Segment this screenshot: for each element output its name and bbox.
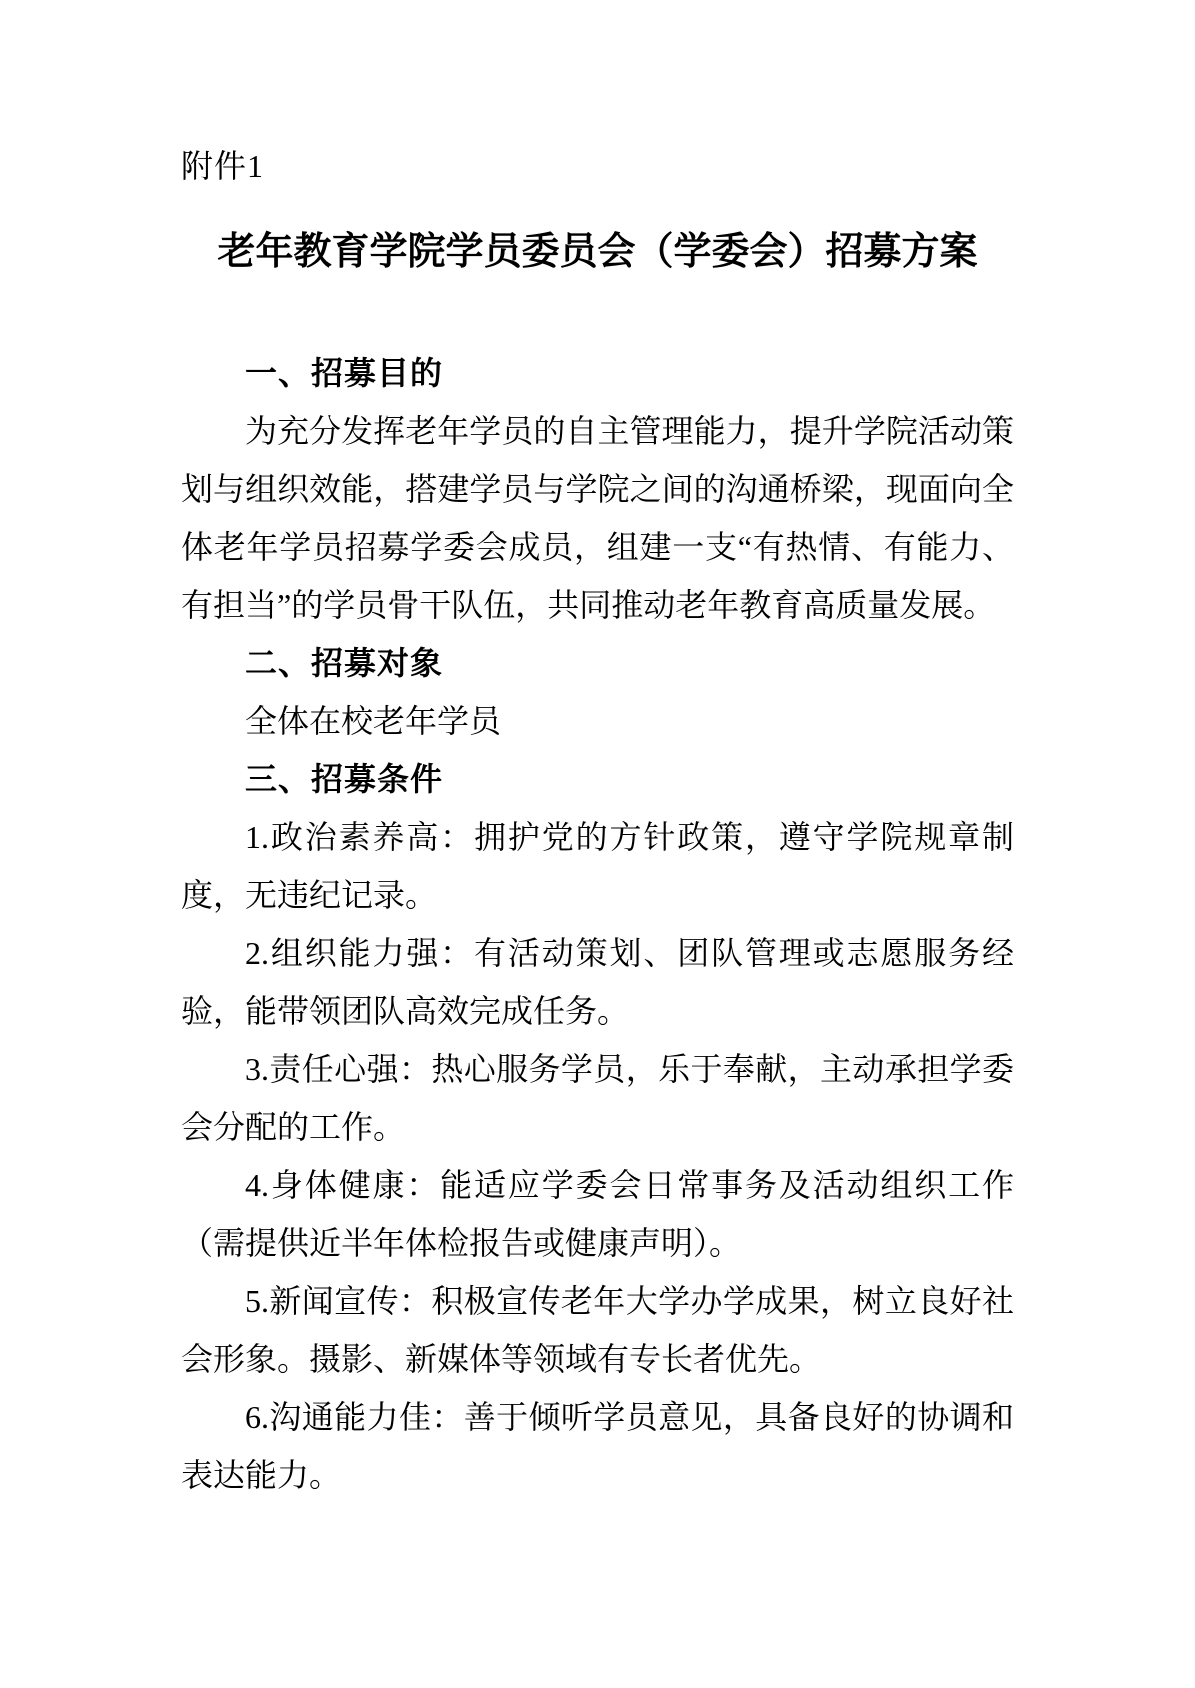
condition-item-2: 2.组织能力强：有活动策划、团队管理或志愿服务经验，能带领团队高效完成任务。 — [181, 935, 1014, 1029]
section-heading-recruitment-purpose: 一、招募目的 — [245, 355, 444, 391]
condition-item-3: 3.责任心强：热心服务学员，乐于奉献，主动承担学委会分配的工作。 — [181, 1051, 1014, 1145]
condition-item-4: 4.身体健康：能适应学委会日常事务及活动组织工作（需提供近半年体检报告或健康声明）。 — [181, 1167, 1014, 1261]
condition-item-6: 6.沟通能力佳：善于倾听学员意见，具备良好的协调和表达能力。 — [181, 1399, 1014, 1493]
section-heading-recruitment-target: 二、招募对象 — [245, 645, 444, 681]
paragraph-recruitment-target: 全体在校老年学员 — [245, 703, 502, 739]
condition-item-5: 5.新闻宣传：积极宣传老年大学办学成果，树立良好社会形象。摄影、新媒体等领域有专长者优先。 — [181, 1283, 1014, 1377]
paragraph-recruitment-purpose: 为充分发挥老年学员的自主管理能力，提升学院活动策划与组织效能，搭建学员与学院之间的沟通桥梁，现面向全体老年学员招募学委会成员，组建一支“有热情、有能力、有担当”的学员骨干队伍，共同推动老年教育高质量发展。 — [181, 413, 1014, 623]
condition-item-1: 1.政治素养高：拥护党的方针政策，遵守学院规章制度，无违纪记录。 — [181, 819, 1014, 913]
attachment-label: 附件1 — [181, 148, 265, 184]
section-heading-recruitment-conditions: 三、招募条件 — [245, 761, 444, 797]
document-body — [181, 344, 1014, 1504]
document-title: 老年教育学院学员委员会（学委会）招募方案 — [217, 231, 978, 273]
